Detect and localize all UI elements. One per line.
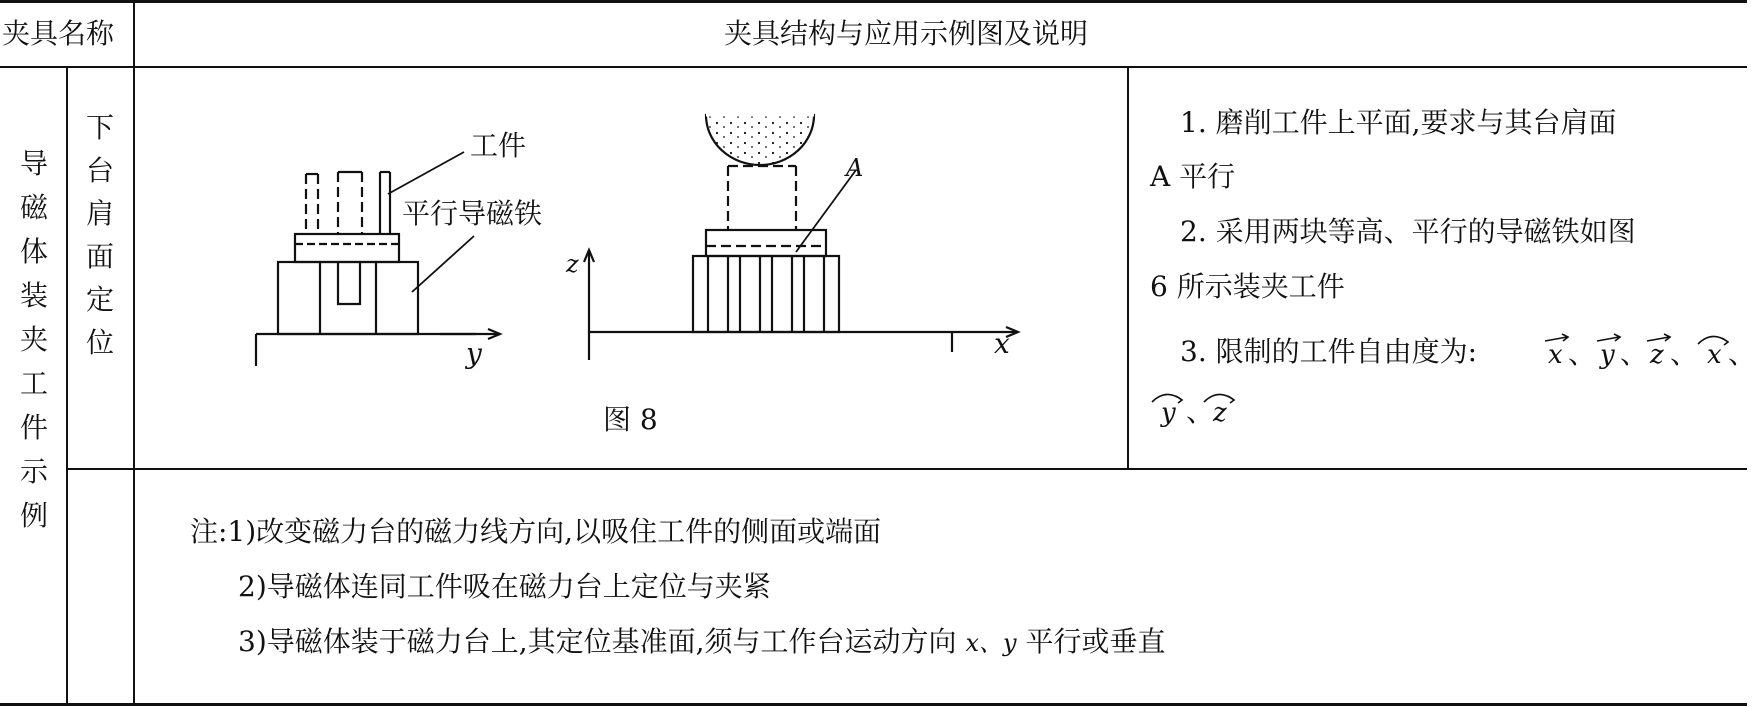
dof-x-translate: x (1542, 332, 1572, 372)
axis-x-label: x (994, 327, 1010, 360)
subcategory-label: 下 台 肩 面 定 位 (85, 111, 114, 359)
dof-y-rotate: y (1148, 388, 1188, 432)
header-fixture-name: 夹具名称 (2, 17, 115, 50)
note-1: 注:1)改变磁力台的磁力线方向,以吸住工件的侧面或端面 (190, 515, 882, 548)
left-magnetic-table (278, 262, 418, 334)
axis-z-label: z (566, 250, 579, 278)
grinding-wheel (706, 115, 814, 165)
label-workpiece: 工件 (470, 129, 527, 162)
right-magnetic-table (693, 256, 839, 332)
category-label: 导 磁 体 装 夹 工 件 示 例 (19, 147, 48, 532)
dof-y-translate: y (1594, 332, 1624, 372)
dof-z-translate: z (1644, 332, 1674, 372)
dof-z-rotate: z (1200, 388, 1240, 432)
right-parallel-plate (706, 230, 826, 256)
dof-sep-5: 、 (1186, 395, 1215, 428)
dof-sep-4: 、 (1728, 337, 1756, 370)
desc-line-1: 1. 磨削工件上平面,要求与其台肩面 (1180, 106, 1617, 139)
figure-caption: 图 8 (603, 403, 658, 436)
label-A: A (846, 154, 864, 182)
dof-sep-1: 、 (1568, 337, 1597, 370)
note-3: 3)导磁体装于磁力台上,其定位基准面,须与工作台运动方向 x、y 平行或垂直 (238, 625, 1166, 658)
desc-line-2: A 平行 (1150, 160, 1236, 193)
header-structure-description: 夹具结构与应用示例图及说明 (724, 17, 1089, 50)
desc-line-4: 6 所示装夹工件 (1150, 270, 1345, 303)
dof-sep-2: 、 (1620, 337, 1649, 370)
label-parallel-iron: 平行导磁铁 (402, 197, 543, 230)
desc-line-5: 3. 限制的工件自由度为: (1180, 335, 1478, 368)
axis-y-label: y (466, 337, 482, 370)
dof-x-rotate: x (1694, 330, 1734, 372)
left-u-slot (338, 262, 360, 304)
note-2: 2)导磁体连同工件吸在磁力台上定位与夹紧 (238, 570, 771, 603)
desc-line-3: 2. 采用两块等高、平行的导磁铁如图 (1180, 215, 1636, 248)
dof-sep-3: 、 (1670, 337, 1699, 370)
left-parallel-iron (295, 234, 399, 262)
